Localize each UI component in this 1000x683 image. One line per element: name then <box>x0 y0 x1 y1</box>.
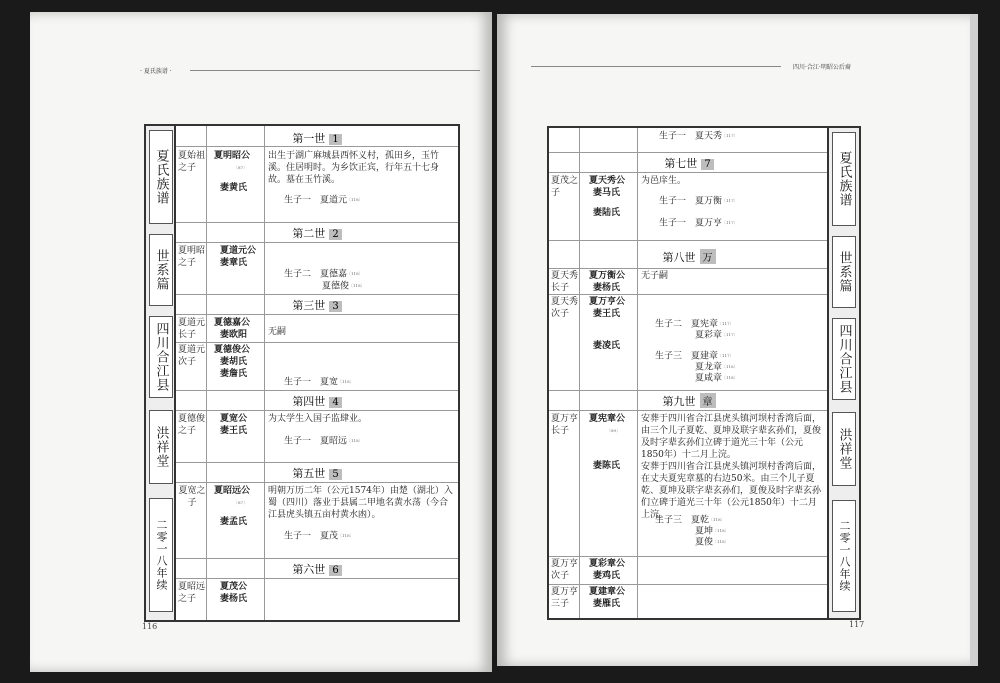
page-ref: 〔87〕 <box>234 500 248 505</box>
biography: 明朝万历二年（公元1574年）由楚（湖北）入蜀（四川）落业于县属二甲地名黄水荡（今合江县虎头镇五亩村黄水凼）。 <box>268 486 453 520</box>
sidebar-place-box <box>832 318 856 400</box>
children-line: 生子二 夏德嘉〔118〕 <box>284 269 363 280</box>
relation: 夏昭远之子 <box>178 582 206 604</box>
sidebar-year: 二零一八年续 <box>838 520 851 592</box>
right-sidebar <box>827 126 861 620</box>
person-name: 夏茂公 <box>220 582 248 592</box>
relation: 夏道元次子 <box>178 345 206 367</box>
sidebar-place-box <box>149 316 173 398</box>
person-name: 夏彩章公 <box>589 559 626 569</box>
relation: 夏明昭之子 <box>178 246 206 268</box>
biography: 无嗣 <box>268 327 287 337</box>
sidebar-hall-box <box>149 410 173 484</box>
child-name: 夏俊〔118〕 <box>695 537 729 548</box>
person-name: 夏德俊公 <box>214 345 251 355</box>
sidebar-place: 四川合江县 <box>836 324 852 394</box>
left-page <box>30 12 492 672</box>
page-ref: 〔89〕 <box>607 428 621 433</box>
child-name: 夏坤〔118〕 <box>695 526 729 537</box>
child-name: 夏德俊〔118〕 <box>322 281 365 292</box>
children-line: 生子一 夏万衡〔117〕 <box>659 196 738 207</box>
sidebar-title: 夏氏族谱 <box>153 149 169 205</box>
sidebar-section-box <box>149 234 173 306</box>
relation: 夏天秀次子 <box>551 297 579 319</box>
person-name: 夏德嘉公 <box>214 318 251 328</box>
wife-name: 妻马氏 <box>593 188 621 198</box>
sidebar-hall: 洪祥堂 <box>836 428 852 470</box>
left-running-header: · 夏氏族谱 · <box>140 68 172 75</box>
generation-heading: 第六世 6 <box>176 561 458 577</box>
person-name: 夏昭远公 <box>214 486 251 496</box>
relation: 夏茂之子 <box>551 176 579 198</box>
sidebar-section: 世系篇 <box>836 251 852 293</box>
generation-heading: 第五世 5 <box>176 465 458 481</box>
wife-name: 妻章氏 <box>220 258 248 268</box>
sidebar-hall-box <box>832 412 856 486</box>
relation: 夏万亨长子 <box>551 414 579 436</box>
person-name: 夏天秀公 <box>589 176 626 186</box>
right-genealogy-table <box>547 126 831 620</box>
wife-name: 妻杨氏 <box>593 283 621 293</box>
left-header-rule <box>190 70 480 71</box>
wife-name: 妻凌氏 <box>593 341 621 351</box>
right-header-rule <box>531 66 781 67</box>
generation-heading: 第一世 1 <box>176 130 458 146</box>
children-line: 生子一 夏昭远〔118〕 <box>284 436 363 447</box>
generation-heading: 第四世 4 <box>176 393 458 409</box>
person-name: 夏万亨公 <box>589 297 626 307</box>
wife-name: 妻杨氏 <box>220 594 248 604</box>
relation: 夏天秀长子 <box>551 271 579 293</box>
relation: 夏道元长子 <box>178 318 206 340</box>
child-name: 夏彩章〔117〕 <box>695 330 738 341</box>
children-line: 生子一 夏道元〔118〕 <box>284 195 363 206</box>
relation: 夏德俊之子 <box>178 414 206 436</box>
relation: 夏始祖之子 <box>178 151 206 173</box>
wife-name: 妻王氏 <box>593 309 621 319</box>
children-line: 生子一 夏万亨〔117〕 <box>659 218 738 229</box>
person-name: 夏明昭公 <box>214 151 251 161</box>
sidebar-title-box <box>832 132 856 226</box>
page-ref: 〔87〕 <box>234 165 248 170</box>
sidebar-section: 世系篇 <box>153 249 169 291</box>
sidebar-section-box <box>832 236 856 308</box>
page-stack-edge <box>970 14 978 666</box>
person-name: 夏宽公 <box>220 414 248 424</box>
relation: 夏宽之子 <box>178 486 206 508</box>
children-line: 生子二 夏宪章〔117〕 <box>655 319 734 330</box>
biography: 无子嗣 <box>641 271 669 281</box>
sidebar-title: 夏氏族谱 <box>836 151 852 207</box>
biography: 为邑庠生。 <box>641 176 687 186</box>
left-sidebar <box>144 124 178 622</box>
children-line: 生子一 夏宽〔118〕 <box>284 377 354 388</box>
right-page <box>497 14 970 666</box>
sidebar-year-box <box>149 498 173 612</box>
children-line: 生子三 夏乾〔118〕 <box>655 515 725 526</box>
wife-name: 妻詹氏 <box>220 369 248 379</box>
child-name: 夏龙章〔118〕 <box>695 362 738 373</box>
generation-heading: 第九世 章 <box>549 393 829 409</box>
person-name: 夏宪章公 <box>589 414 626 424</box>
wife-name: 妻雁氏 <box>593 599 621 609</box>
wife-name: 妻鸡氏 <box>593 571 621 581</box>
sidebar-year-box <box>832 500 856 612</box>
wife-name: 妻欧阳 <box>220 330 248 340</box>
wife-name: 妻陆氏 <box>593 208 621 218</box>
person-name: 夏建章公 <box>589 587 626 597</box>
sidebar-hall: 洪祥堂 <box>153 426 169 468</box>
relation: 夏万亨次子 <box>551 559 579 581</box>
biography: 为太学生入国子监肆业。 <box>268 414 368 424</box>
children-line: 生子三 夏建章〔117〕 <box>655 351 734 362</box>
wife-name: 妻王氏 <box>220 426 248 436</box>
children-line: 生子一 夏茂〔118〕 <box>284 531 354 542</box>
wife-name: 妻孟氏 <box>220 517 248 527</box>
generation-heading: 第二世 2 <box>176 225 458 241</box>
right-running-header: 四川·合江·明昭公后裔 <box>793 64 851 71</box>
wife-name: 妻胡氏 <box>220 357 248 367</box>
right-page-number: 117 <box>849 620 865 629</box>
child-name: 夏咸章〔118〕 <box>695 373 738 384</box>
generation-heading: 第七世 7 <box>549 155 829 171</box>
sidebar-title-box <box>149 130 173 224</box>
wife-name: 妻陈氏 <box>593 461 621 471</box>
person-name: 夏道元公 <box>220 246 257 256</box>
left-page-number: 116 <box>142 622 158 631</box>
biography: 安葬于四川省合江县虎头镇河坝村香湾后面，由三个儿子夏乾、夏坤及联字辈玄孙们，夏俊及时字辈玄孙们立碑于道光三十年（公元1850年）十二月上浣。 <box>641 414 822 460</box>
children-line: 生子一 夏天秀〔117〕 <box>659 131 738 142</box>
biography: 出生于湖广麻城县西怀义村，孤田乡，玉竹溪。住居明时。为乡饮正宾，行年五十七身故。墓在玉竹溪。 <box>268 151 440 185</box>
person-name: 夏万衡公 <box>589 271 626 281</box>
generation-heading: 第八世 万 <box>549 249 829 265</box>
sidebar-place: 四川合江县 <box>153 322 169 392</box>
relation: 夏万亨三子 <box>551 587 579 609</box>
generation-heading: 第三世 3 <box>176 297 458 313</box>
wife-name: 妻黄氏 <box>220 183 248 193</box>
biography: 安葬于四川省合江县虎头镇河坝村香湾后面，在丈夫夏宪章墓的右边50米。由三个儿子夏乾、夏坤及联字辈玄孙们，夏俊及时字辈玄孙们立碑于道光三十年（公元1850年）十二月上浣。 <box>641 462 822 520</box>
left-genealogy-table <box>174 124 460 622</box>
sidebar-year: 二零一八年续 <box>155 519 168 591</box>
